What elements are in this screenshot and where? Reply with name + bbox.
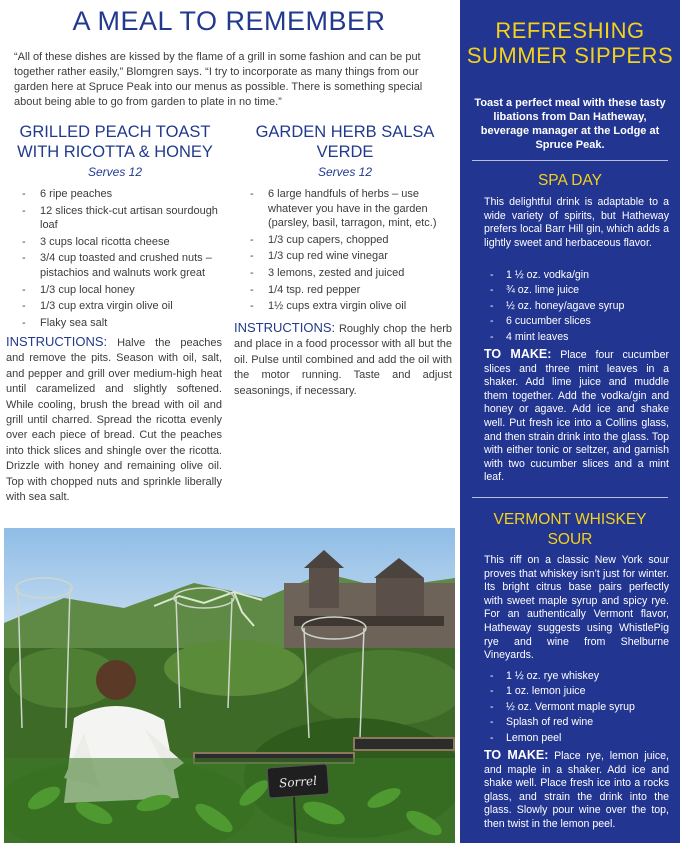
list-item: - 1/3 cup red wine vinegar [250, 249, 456, 264]
recipe-serves-peach-toast: Serves 12 [87, 165, 143, 179]
list-item: - ½ oz. Vermont maple syrup [490, 700, 665, 714]
recipe-serves-salsa-verde: Serves 12 [317, 165, 373, 179]
list-item: - 1½ cups extra virgin olive oil [250, 299, 456, 314]
list-item: - 1 ½ oz. rye whiskey [490, 669, 665, 683]
list-item: - ¾ oz. lime juice [490, 283, 665, 297]
list-item: - 1/4 tsp. red pepper [250, 283, 456, 298]
list-item: - 3/4 cup toasted and crushed nuts – pistachios and walnuts work great [22, 251, 228, 280]
instructions-peach-toast [6, 334, 222, 505]
divider [472, 497, 668, 498]
list-item: - ½ oz. honey/agave syrup [490, 299, 665, 313]
list-item: - 3 cups local ricotta cheese [22, 235, 228, 250]
recipe-title-peach-toast: GRILLED PEACH TOAST WITH RICOTTA & HONEY [17, 123, 213, 161]
list-item: - 1 ½ oz. vodka/gin [490, 268, 665, 282]
drinks-sidebar [460, 0, 680, 843]
list-item: - Flaky sea salt [22, 316, 228, 331]
list-item: - 3 lemons, zested and juiced [250, 266, 456, 281]
list-item: - 6 large handfuls of herbs – use whatever you have in the garden (parsley, basil, tarragon, mint, etc.) [250, 187, 456, 231]
instructions-text: Roughly chop the herb and place in a food processor with all but the oil. Pulse until combined and add the oil with the motor running. Taste and adjust seasonings, if necessary. [234, 323, 452, 397]
sign-label: Sorrel [278, 773, 318, 791]
drink-ingredients-spa-day [490, 268, 665, 345]
list-item: - Splash of red wine [490, 715, 665, 729]
drink-title-spa-day: SPA DAY [537, 172, 603, 189]
sidebar-subtitle: Toast a perfect meal with these tasty libations from Dan Hatheway, beverage manager at the Lodge at Spruce Peak. [474, 97, 666, 151]
instructions-label: INSTRUCTIONS: [6, 334, 108, 349]
list-item: - 6 ripe peaches [22, 187, 228, 202]
list-item: - 1/3 cup extra virgin olive oil [22, 299, 228, 314]
garden-photo-illustration [4, 528, 455, 843]
page-title: A MEAL TO REMEMBER [72, 6, 386, 36]
list-item: - 1/3 cup local honey [22, 283, 228, 298]
ingredient-list-peach-toast [22, 187, 228, 332]
drink-desc-spa-day: This delightful drink is adaptable to a wide variety of spirits, but Hatheway prefers local Barr Hill gin, which adds a lightly sweet and herbaceous flavor. [484, 196, 669, 249]
list-item: - 12 slices thick-cut artisan sourdough loaf [22, 204, 228, 233]
divider [472, 160, 668, 161]
instructions-label: INSTRUCTIONS: [234, 320, 336, 335]
drink-desc-whiskey-sour: This riff on a classic New York sour proves that whiskey isn’t just for winter. Its bright citrus base pairs perfectly with sweet maple syrup and spicy rye. For an authentically Vermont flavor, Hatheway suggests using WhistlePig rye and wine from Shelburne Vineyards. [484, 554, 669, 662]
sidebar-title: REFRESHING SUMMER SIPPERS [466, 18, 674, 68]
drink-ingredients-whiskey-sour [490, 669, 665, 746]
instructions-salsa-verde [234, 320, 452, 399]
intro-quote: “All of these dishes are kissed by the flame of a grill in some fashion and can be put together rather easily,” Blomgren says. “I try to incorporate as many things from our garden here at Spruce Peak into our menus as possible. There is something special about being able to go from garden to plate in no time.” [14, 51, 423, 108]
recipe-title-salsa-verde: GARDEN HERB SALSA VERDE [255, 123, 435, 161]
list-item: - 1 oz. lemon juice [490, 684, 665, 698]
drink-make-whiskey-sour [484, 749, 669, 832]
make-text: Place rye, lemon juice, and maple in a shaker. Add ice and shake well. Place fresh ice into a rocks glass, and strain the drink into the glass. Slowly pour wine over the top, then twist in the lemon peel. [484, 750, 670, 830]
drink-make-spa-day [484, 348, 669, 485]
make-label: TO MAKE: [484, 748, 549, 762]
list-item: - 1/3 cup capers, chopped [250, 233, 456, 248]
list-item: - 4 mint leaves [490, 330, 665, 344]
garden-chef-photo [4, 528, 455, 843]
make-label: TO MAKE: [484, 347, 552, 361]
make-text: Place four cucumber slices and three mint leaves in a shaker. Add lime juice and muddle them together. Add the vodka/gin and honey or agave. Add ice and shake well. Put fresh ice into a Collins glass, and then strain drink into the glass. Top with either tonic or seltzer, and garnish with two cucumber slices and a mint leaf. [484, 349, 669, 484]
drink-title-whiskey-sour: VERMONT WHISKEY SOUR [493, 511, 647, 548]
ingredient-list-salsa-verde [250, 187, 456, 316]
list-item: - Lemon peel [490, 731, 665, 745]
instructions-text: Halve the peaches and remove the pits. Season with oil, salt, and pepper and grill over medium-high heat until caramelized and slightly softened. While cooling, brush the bread with oil and grill until charred. Spread the ricotta evenly over each piece of bread. Cut the peaches into thick slices and shingle over the ricotta. Drizzle with honey and remaining olive oil. Top with chopped nuts and sprinkle liberally with sea salt. [6, 337, 222, 504]
list-item: - 6 cucumber slices [490, 314, 665, 328]
